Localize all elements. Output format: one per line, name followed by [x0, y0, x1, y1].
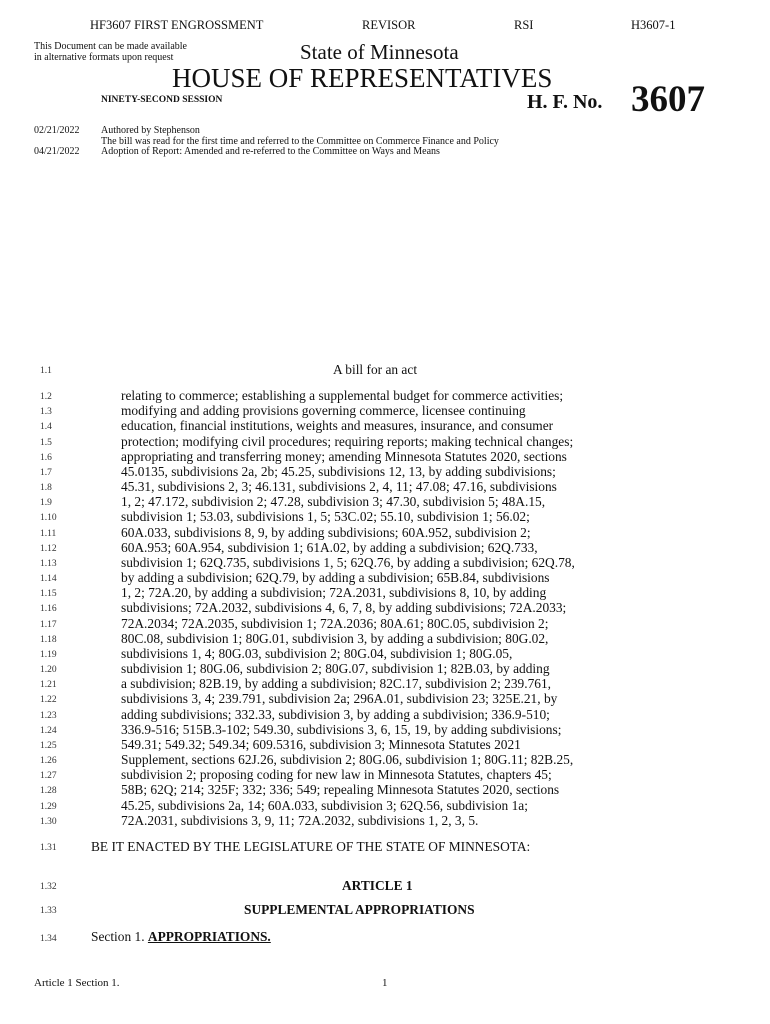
notice-line-2: in alternative formats upon request [34, 52, 174, 63]
enacting-clause: BE IT ENACTED BY THE LEGISLATURE OF THE STATE OF MINNESOTA: [91, 839, 531, 854]
bill-text-line: 1, 2; 72A.20, by adding a subdivision; 72A.2031, subdivisions 8, 10, by adding [121, 585, 547, 600]
line-number: 1.20 [40, 665, 57, 675]
line-number: 1.22 [40, 695, 57, 705]
bill-text-line: 80C.08, subdivision 1; 80G.01, subdivision 3, by adding a subdivision; 80G.02, [121, 631, 549, 646]
bill-title: A bill for an act [333, 362, 418, 377]
bill-text-line: 1, 2; 47.172, subdivision 2; 47.28, subdivision 3; 47.30, subdivision 5; 48A.15, [121, 494, 546, 509]
section-title: APPROPRIATIONS. [147, 929, 271, 944]
revisor-label: REVISOR [362, 18, 416, 32]
bill-version: HF3607 FIRST ENGROSSMENT [90, 18, 264, 32]
bill-text-line: relating to commerce; establishing a supplemental budget for commerce activities; [121, 388, 564, 403]
notice-line-1: This Document can be made available [34, 41, 187, 52]
line-number: 1.23 [40, 711, 57, 721]
bill-text-line: 549.31; 549.32; 549.34; 609.5316, subdivision 3; Minnesota Statutes 2021 [121, 737, 521, 752]
bill-text-line: subdivision 2; proposing coding for new law in Minnesota Statutes, chapters 45; [121, 767, 552, 782]
line-number: 1.5 [40, 438, 52, 448]
article-title: SUPPLEMENTAL APPROPRIATIONS [244, 902, 475, 917]
revisor-initials: RSI [514, 18, 534, 32]
section-prefix: Section 1. [91, 929, 148, 944]
line-number: 1.8 [40, 483, 52, 493]
bill-text-line: 45.0135, subdivisions 2a, 2b; 45.25, subdivisions 12, 13, by adding subdivisions; [121, 464, 556, 479]
action-line: Adoption of Report: Amended and re-referred to the Committee on Ways and Means [101, 146, 440, 157]
line-number: 1.21 [40, 680, 57, 690]
line-number: 1.12 [40, 544, 57, 554]
line-number: 1.29 [40, 802, 57, 812]
bill-text-line: subdivisions; 72A.2032, subdivisions 4, 6, 7, 8, by adding subdivisions; 72A.2033; [121, 600, 567, 615]
bill-text-line: subdivisions 1, 4; 80G.03, subdivision 2; 80G.04, subdivision 1; 80G.05, [121, 646, 513, 661]
bill-text-line: appropriating and transferring money; amending Minnesota Statutes 2020, sections [121, 449, 567, 464]
line-number: 1.33 [40, 906, 57, 916]
bill-text-line: adding subdivisions; 332.33, subdivision 3, by adding a subdivision; 336.9-510; [121, 707, 550, 722]
line-number: 1.16 [40, 604, 57, 614]
action-date: 04/21/2022 [34, 146, 80, 157]
bill-text-line: subdivision 1; 53.03, subdivisions 1, 5; 53C.02; 55.10, subdivision 1; 56.02; [121, 509, 530, 524]
line-number: 1.24 [40, 726, 57, 736]
bill-text-line: protection; modifying civil procedures; requiring reports; making technical changes; [121, 434, 574, 449]
bill-text-line: 72A.2031, subdivisions 3, 9, 11; 72A.2032, subdivisions 1, 2, 3, 5. [121, 813, 479, 828]
action-date: 02/21/2022 [34, 125, 80, 136]
chamber-title: HOUSE OF REPRESENTATIVES [172, 63, 553, 93]
bill-text-line: 336.9-516; 515B.3-102; 549.30, subdivisions 3, 6, 15, 19, by adding subdivisions; [121, 722, 562, 737]
line-number: 1.31 [40, 843, 57, 853]
line-number: 1.1 [40, 366, 52, 376]
bill-text-line: 58B; 62Q; 214; 325F; 332; 336; 549; repealing Minnesota Statutes 2020, sections [121, 782, 560, 797]
bill-text-line: 72A.2034; 72A.2035, subdivision 1; 72A.2036; 80A.61; 80C.05, subdivision 2; [121, 616, 549, 631]
line-number: 1.9 [40, 498, 52, 508]
alternative-format-notice [34, 41, 187, 63]
line-number: 1.11 [40, 529, 57, 539]
line-number: 1.30 [40, 817, 57, 827]
hf-number: 3607 [631, 79, 705, 120]
line-number: 1.18 [40, 635, 57, 645]
state-name: State of Minnesota [300, 40, 459, 64]
line-number: 1.14 [40, 574, 57, 584]
bill-text-line: education, financial institutions, weights and measures, insurance, and consumer [121, 418, 554, 433]
line-number: 1.2 [40, 392, 52, 402]
action-line: The bill was read for the first time and referred to the Committee on Commerce Finance and Policy [101, 136, 499, 147]
bill-text-line: modifying and adding provisions governing commerce, licensee continuing [121, 403, 526, 418]
line-number: 1.19 [40, 650, 57, 660]
bill-text-line: 45.31, subdivisions 2, 3; 46.131, subdivisions 2, 4, 11; 47.08; 47.16, subdivisions [121, 479, 557, 494]
line-number: 1.3 [40, 407, 52, 417]
line-number: 1.28 [40, 786, 57, 796]
action-entry [101, 125, 499, 147]
bill-text-line: 45.25, subdivisions 2a, 14; 60A.033, subdivision 3; 62Q.56, subdivision 1a; [121, 798, 528, 813]
hf-label: H. F. No. [527, 91, 603, 113]
line-number: 1.13 [40, 559, 57, 569]
bill-text-line: subdivision 1; 62Q.735, subdivisions 1, 5; 62Q.76, by adding a subdivision; 62Q.78, [121, 555, 575, 570]
bill-text-line: subdivision 1; 80G.06, subdivision 2; 80G.07, subdivision 1; 82B.03, by adding [121, 661, 550, 676]
session-label: NINETY-SECOND SESSION [101, 95, 223, 105]
line-number: 1.25 [40, 741, 57, 751]
section-heading [91, 929, 271, 945]
line-number: 1.6 [40, 453, 52, 463]
bill-text-line: by adding a subdivision; 62Q.79, by adding a subdivision; 65B.84, subdivisions [121, 570, 550, 585]
bill-text-line: a subdivision; 82B.19, by adding a subdivision; 82C.17, subdivision 2; 239.761, [121, 676, 552, 691]
bill-text-line: 60A.033, subdivisions 8, 9, by adding subdivisions; 60A.952, subdivision 2; [121, 525, 531, 540]
bill-text-line: subdivisions 3, 4; 239.791, subdivision 2a; 296A.01, subdivision 23; 325E.21, by [121, 691, 558, 706]
bill-text-line: Supplement, sections 62J.26, subdivision 2; 80G.06, subdivision 1; 80G.11; 82B.25, [121, 752, 574, 767]
line-number: 1.34 [40, 934, 57, 944]
line-number: 1.26 [40, 756, 57, 766]
footer-location: Article 1 Section 1. [34, 977, 120, 989]
document-code: H3607-1 [631, 18, 676, 32]
action-entry [101, 146, 440, 157]
line-number: 1.10 [40, 513, 57, 523]
line-number: 1.4 [40, 422, 52, 432]
page-number: 1 [382, 977, 388, 989]
line-number: 1.32 [40, 882, 57, 892]
line-number: 1.27 [40, 771, 57, 781]
bill-text-line: 60A.953; 60A.954, subdivision 1; 61A.02, by adding a subdivision; 62Q.733, [121, 540, 538, 555]
line-number: 1.17 [40, 620, 57, 630]
article-heading: ARTICLE 1 [342, 878, 413, 893]
line-number: 1.15 [40, 589, 57, 599]
action-line: Authored by Stephenson [101, 125, 200, 136]
line-number: 1.7 [40, 468, 52, 478]
